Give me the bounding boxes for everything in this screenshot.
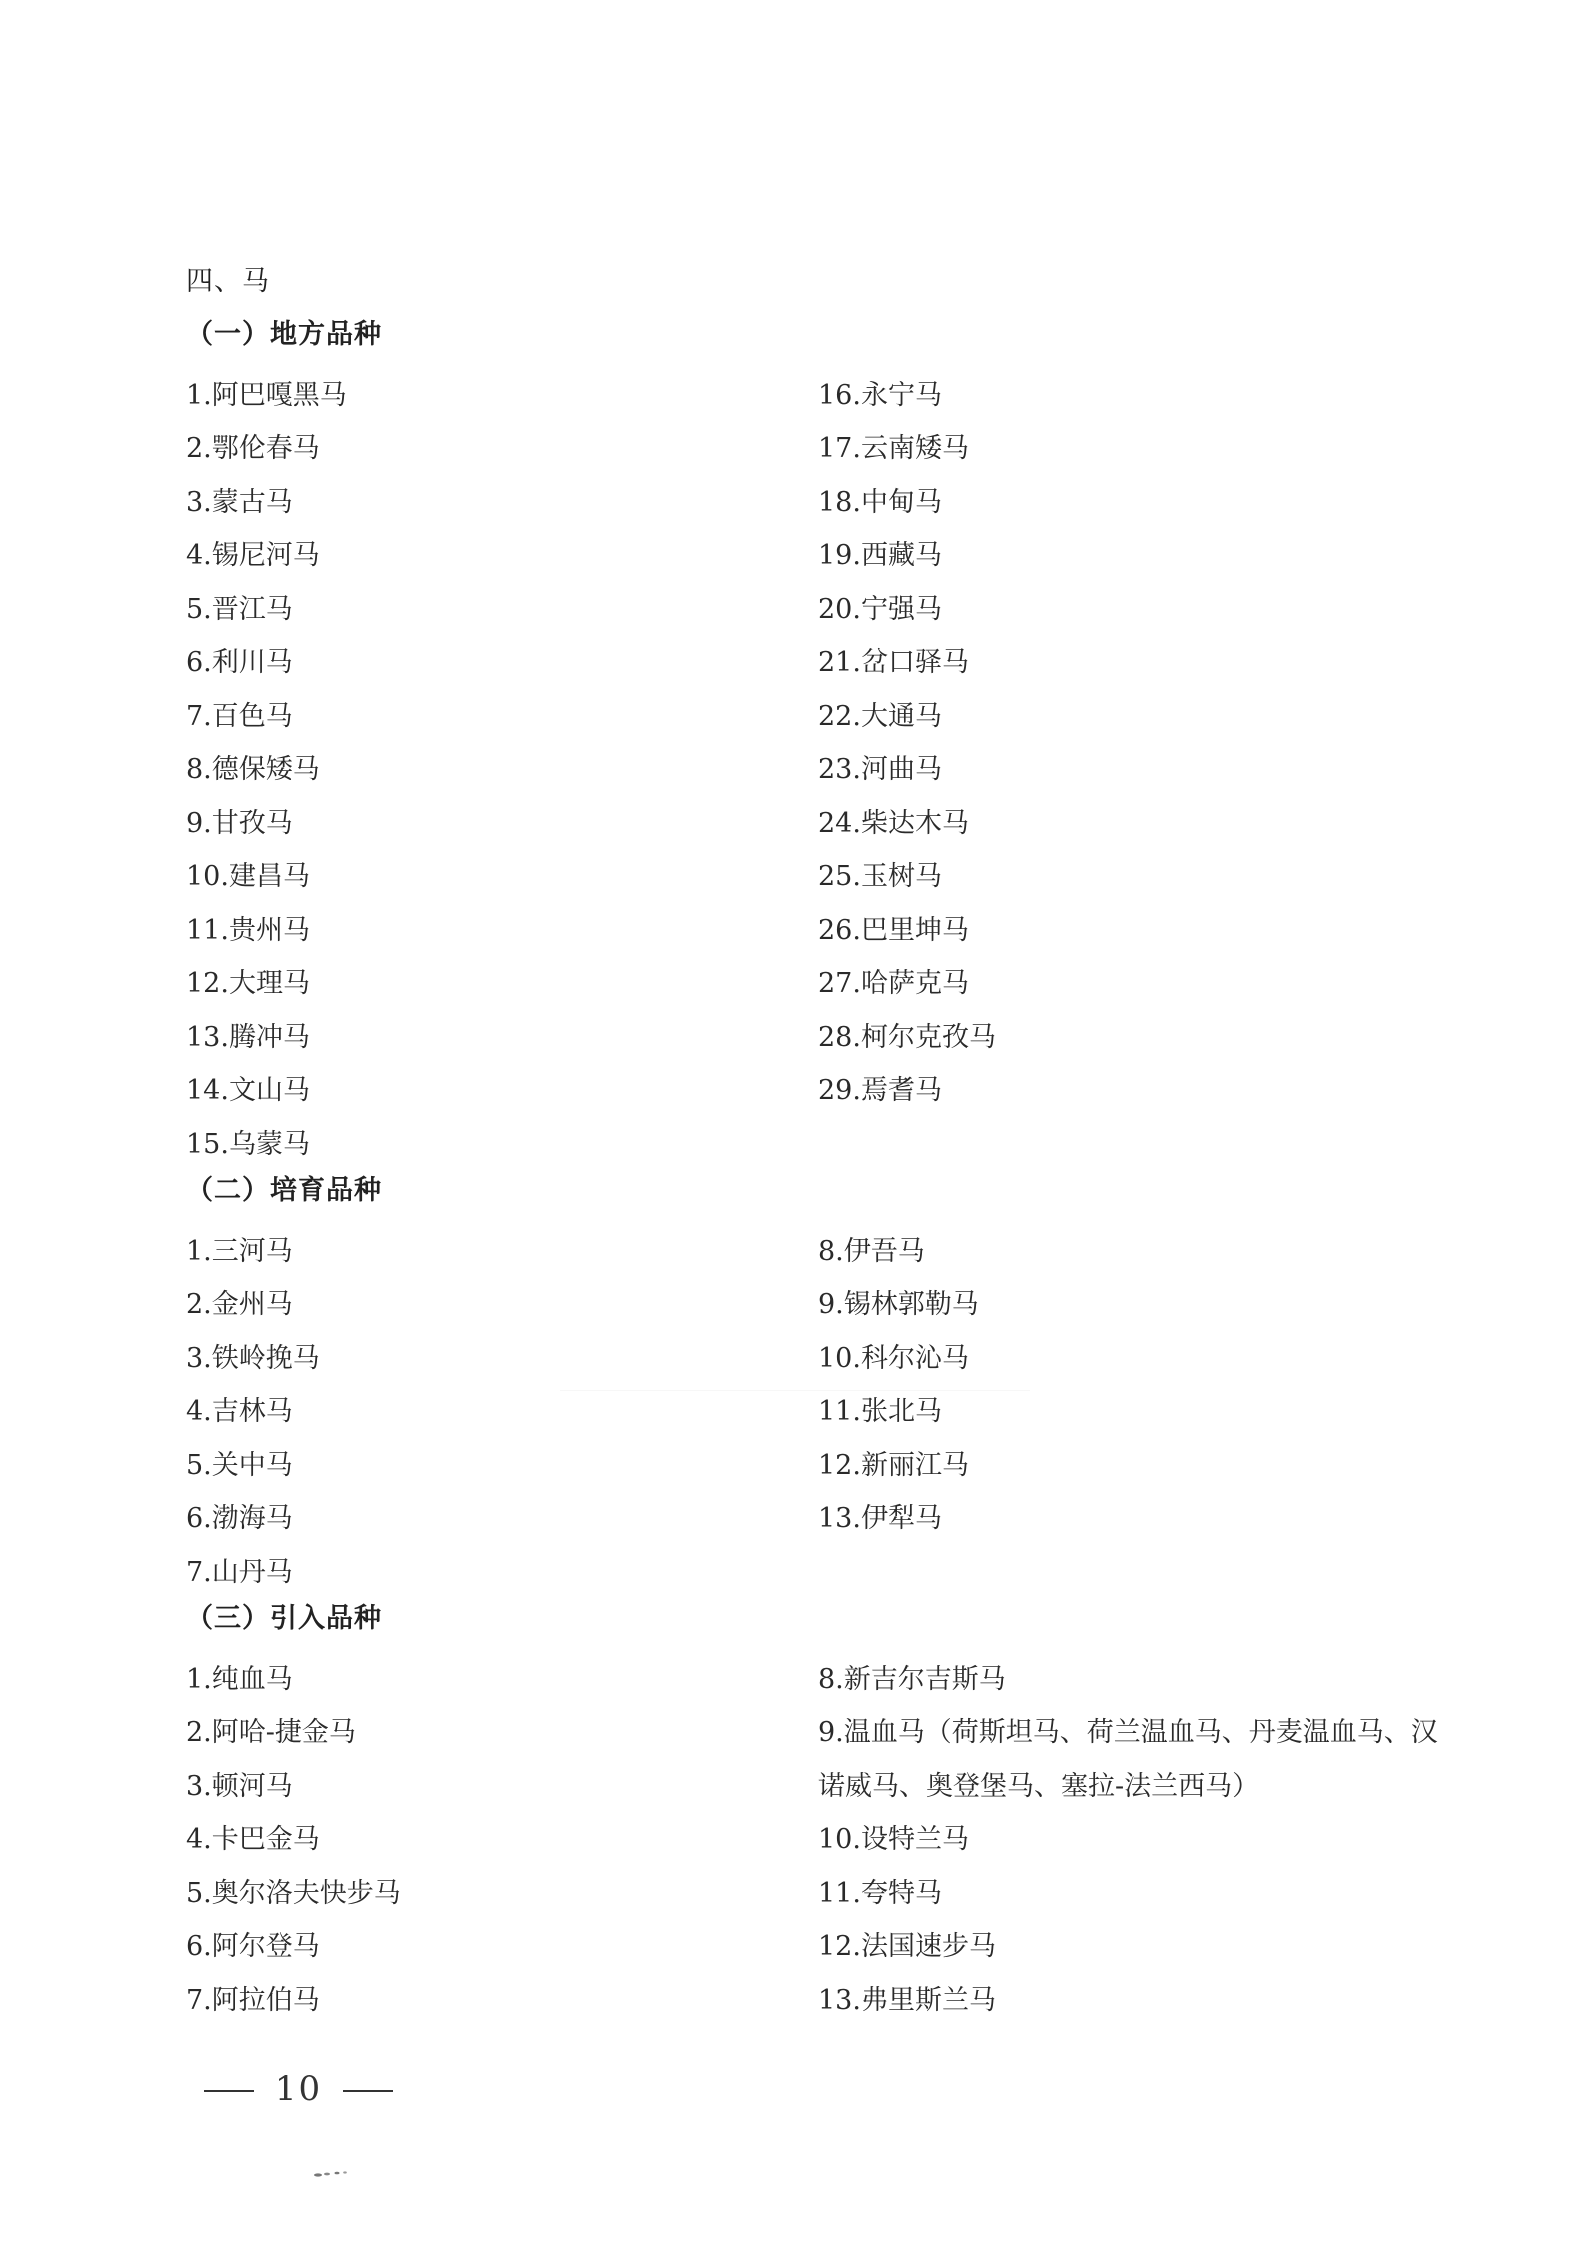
list-item: 16.永宁马: [818, 379, 942, 411]
list-item: 20.宁强马: [818, 593, 942, 625]
section-bred-breeds: [186, 1171, 1446, 1599]
scan-artifact-line: [560, 1390, 1030, 1391]
section-introduced-breeds: [186, 1599, 1446, 2027]
breed-columns: [186, 1225, 1446, 1600]
list-item: 2.阿哈-捷金马: [186, 1717, 356, 1748]
section-local-breeds: [186, 315, 1446, 1171]
list-item: 21.岔口驿马: [818, 647, 969, 678]
breed-columns: [186, 1653, 1446, 2028]
list-item: 15.乌蒙马: [186, 1128, 310, 1160]
list-item: 12.大理马: [186, 968, 310, 999]
list-item: 9.甘孜马: [186, 807, 293, 839]
list-item: 6.阿尔登马: [186, 1931, 320, 1962]
right-column: [818, 1225, 1438, 1600]
list-item: 13.弗里斯兰马: [818, 1984, 996, 2016]
list-item: 27.哈萨克马: [818, 968, 969, 999]
page-number: 10: [274, 2069, 323, 2109]
list-item: 19.西藏马: [818, 540, 942, 571]
list-item: 10.设特兰马: [818, 1824, 969, 1855]
list-item: 10.建昌马: [186, 861, 310, 892]
list-item: 17.云南矮马: [818, 433, 969, 464]
list-item: 14.文山马: [186, 1075, 310, 1106]
list-item: 26.巴里坤马: [818, 914, 969, 946]
list-item: 8.伊吾马: [818, 1235, 925, 1267]
section-title: （二）培育品种: [186, 1175, 382, 1206]
list-item: 2.金州马: [186, 1289, 293, 1320]
list-item: 3.顿河马: [186, 1770, 293, 1802]
main-heading: 四、马: [186, 266, 270, 297]
list-item: 22.大通马: [818, 700, 942, 732]
page-footer: [196, 2064, 401, 2114]
section-title: （三）引入品种: [186, 1603, 382, 1634]
list-item: 4.锡尼河马: [186, 540, 320, 571]
list-item: 9.温血马（荷斯坦马、荷兰温血马、丹麦温血马、汉诺威马、奥登堡马、塞拉-法兰西马）: [818, 1717, 1438, 1802]
list-item: 12.新丽江马: [818, 1449, 969, 1481]
scan-smudge: [310, 2170, 350, 2178]
list-item: 4.卡巴金马: [186, 1824, 320, 1855]
left-column: [186, 1653, 818, 2028]
list-item: 23.河曲马: [818, 754, 942, 785]
list-item: 9.锡林郭勒马: [818, 1289, 979, 1320]
section-title: （一）地方品种: [186, 319, 382, 350]
list-item: 8.新吉尔吉斯马: [818, 1663, 1006, 1695]
list-item: 5.奥尔洛夫快步马: [186, 1877, 401, 1909]
list-item: 2.鄂伦春马: [186, 433, 320, 464]
list-item: 5.关中马: [186, 1449, 293, 1481]
list-item: 8.德保矮马: [186, 754, 320, 785]
list-item: 11.贵州马: [186, 914, 310, 946]
list-item: 29.焉耆马: [818, 1075, 942, 1106]
list-item: 7.阿拉伯马: [186, 1984, 320, 2016]
breed-columns: [186, 369, 1446, 1172]
list-item: 28.柯尔克孜马: [818, 1021, 996, 1053]
list-item: 1.三河马: [186, 1235, 293, 1267]
list-item: 4.吉林马: [186, 1396, 293, 1427]
left-column: [186, 369, 818, 1172]
list-item: 12.法国速步马: [818, 1931, 996, 1962]
list-item: 13.腾冲马: [186, 1021, 310, 1053]
right-column: [818, 1653, 1438, 2028]
footer-dash-right: [343, 2090, 393, 2092]
list-item: 11.夸特马: [818, 1877, 942, 1909]
list-item: 7.山丹马: [186, 1556, 293, 1588]
list-item: 7.百色马: [186, 700, 293, 732]
list-item: 10.科尔沁马: [818, 1342, 969, 1374]
footer-dash-left: [204, 2090, 254, 2092]
list-item: 3.铁岭挽马: [186, 1342, 320, 1374]
list-item: 25.玉树马: [818, 861, 942, 892]
list-item: 6.渤海马: [186, 1503, 293, 1534]
list-item: 1.阿巴嘎黑马: [186, 379, 347, 411]
list-item: 3.蒙古马: [186, 486, 293, 518]
list-item: 18.中甸马: [818, 486, 942, 518]
list-item: 5.晋江马: [186, 593, 293, 625]
list-item: 11.张北马: [818, 1396, 942, 1427]
list-item: 24.柴达木马: [818, 807, 969, 839]
right-column: [818, 369, 1438, 1172]
list-item: 13.伊犁马: [818, 1503, 942, 1534]
list-item: 1.纯血马: [186, 1663, 293, 1695]
left-column: [186, 1225, 818, 1600]
list-item: 6.利川马: [186, 647, 293, 678]
